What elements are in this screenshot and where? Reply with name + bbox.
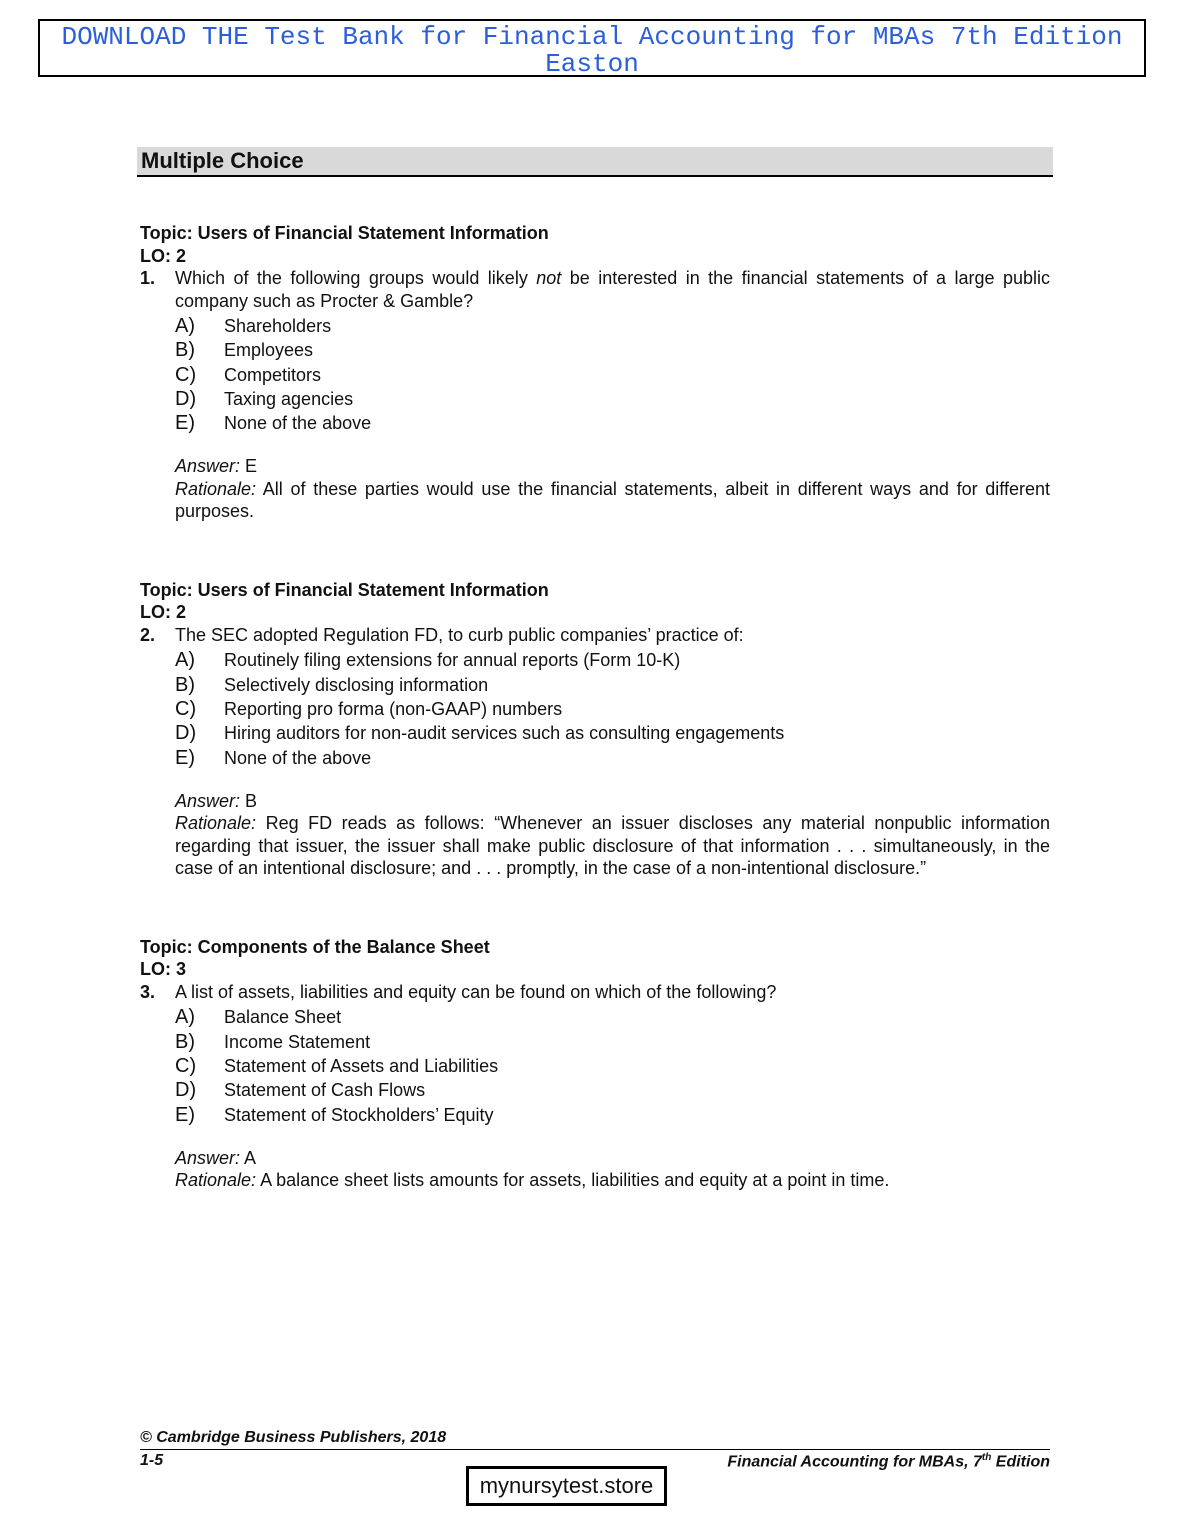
option-text: Employees — [224, 340, 314, 361]
option-letter: C) — [175, 1055, 197, 1078]
options-list — [175, 1005, 1050, 1126]
option — [175, 697, 1050, 721]
question-number: 2. — [140, 624, 156, 645]
footer-copyright: © Cambridge Business Publishers, 2018 — [140, 1429, 447, 1446]
option — [175, 1030, 1050, 1054]
option-letter: C) — [175, 363, 197, 386]
question-topic: Topic: Users of Financial Statement Information — [140, 223, 549, 243]
options-list — [175, 648, 1050, 769]
option-letter: D) — [175, 722, 197, 745]
option — [175, 1078, 1050, 1102]
option-text: None of the above — [224, 413, 372, 434]
option-letter: A) — [175, 1006, 195, 1029]
option-text: Reporting pro forma (non-GAAP) numbers — [224, 699, 563, 720]
option-text: Hiring auditors for non-audit services such as consulting engagements — [224, 723, 785, 744]
site-watermark-link[interactable]: mynursytest.store — [466, 1466, 667, 1506]
answer: Answer: A — [175, 1147, 257, 1168]
option-text: Statement of Cash Flows — [224, 1080, 426, 1101]
option-letter: D) — [175, 1079, 197, 1102]
footer-page-number: 1-5 — [140, 1452, 164, 1469]
option — [175, 411, 1050, 435]
option — [175, 721, 1050, 745]
question-3 — [140, 936, 1050, 1192]
question-text: A list of assets, liabilities and equity can be found on which of the following? — [175, 981, 777, 1002]
question-text: The SEC adopted Regulation FD, to curb public companies’ practice of: — [175, 624, 744, 645]
option — [175, 1103, 1050, 1127]
option-letter: B) — [175, 1030, 195, 1053]
option — [175, 746, 1050, 770]
questions-list — [140, 222, 1050, 1192]
question-number: 3. — [140, 981, 156, 1002]
option-text: Routinely filing extensions for annual reports (Form 10-K) — [224, 650, 681, 671]
question-topic: Topic: Users of Financial Statement Information — [140, 579, 549, 600]
option-letter: D) — [175, 387, 197, 410]
option-letter: B) — [175, 339, 195, 362]
answer: Answer: B — [175, 790, 258, 811]
option-text: Statement of Assets and Liabilities — [224, 1056, 499, 1077]
option-text: Taxing agencies — [224, 388, 354, 409]
question-1 — [140, 222, 1050, 523]
option-text: Statement of Stockholders’ Equity — [224, 1104, 494, 1125]
rationale: Rationale: A balance sheet lists amounts for assets, liabilities and equity at a point in time. — [175, 1170, 890, 1191]
option-letter: C) — [175, 698, 197, 721]
option-letter: B) — [175, 673, 195, 696]
question-lo: LO: 2 — [140, 245, 187, 266]
option-text: Shareholders — [224, 316, 332, 336]
footer-divider — [140, 1449, 1050, 1450]
option-text: Income Statement — [224, 1031, 371, 1052]
question-text: Which of the following groups would likely not be interested in the financial statements of a large public company such as Procter & Gamble? — [175, 268, 1050, 311]
option-letter: A) — [175, 315, 195, 337]
option — [175, 1054, 1050, 1078]
option — [175, 314, 1050, 338]
option — [175, 1005, 1050, 1029]
footer-book-title: Financial Accounting for MBAs, 7th Edition — [727, 1452, 1050, 1471]
option-text: Competitors — [224, 364, 322, 385]
option-letter: E) — [175, 746, 195, 769]
option — [175, 338, 1050, 362]
question-lo: LO: 3 — [140, 959, 187, 980]
options-list — [175, 314, 1050, 435]
option-text: Balance Sheet — [224, 1007, 342, 1028]
question-lo: LO: 2 — [140, 602, 187, 623]
section-title: Multiple Choice — [137, 147, 1053, 177]
option — [175, 363, 1050, 387]
option-letter: A) — [175, 649, 195, 672]
option — [175, 387, 1050, 411]
option — [175, 648, 1050, 672]
option-letter: E) — [175, 1103, 195, 1126]
question-2 — [140, 579, 1050, 880]
option-letter: E) — [175, 412, 195, 435]
rationale: Rationale: All of these parties would use the financial statements, albeit in different ways and for different purposes. — [175, 478, 1051, 522]
question-topic: Topic: Components of the Balance Sheet — [140, 936, 490, 957]
download-banner-link[interactable]: DOWNLOAD THE Test Bank for Financial Accounting for MBAs 7th Edition Easton — [38, 19, 1146, 77]
option-text: None of the above — [224, 747, 372, 768]
answer: Answer: E — [175, 456, 258, 477]
rationale: Rationale: Reg FD reads as follows: “Whenever an issuer discloses any material nonpublic information regarding that issuer, the issuer shall make public disclosure of that information . . . simultaneously, in the case of an intentional disclosure; and . . . promptly, in the case of a non-intentional disclosure.” — [175, 813, 1050, 879]
option-text: Selectively disclosing information — [224, 674, 489, 695]
question-number: 1. — [140, 268, 156, 288]
option — [175, 673, 1050, 697]
